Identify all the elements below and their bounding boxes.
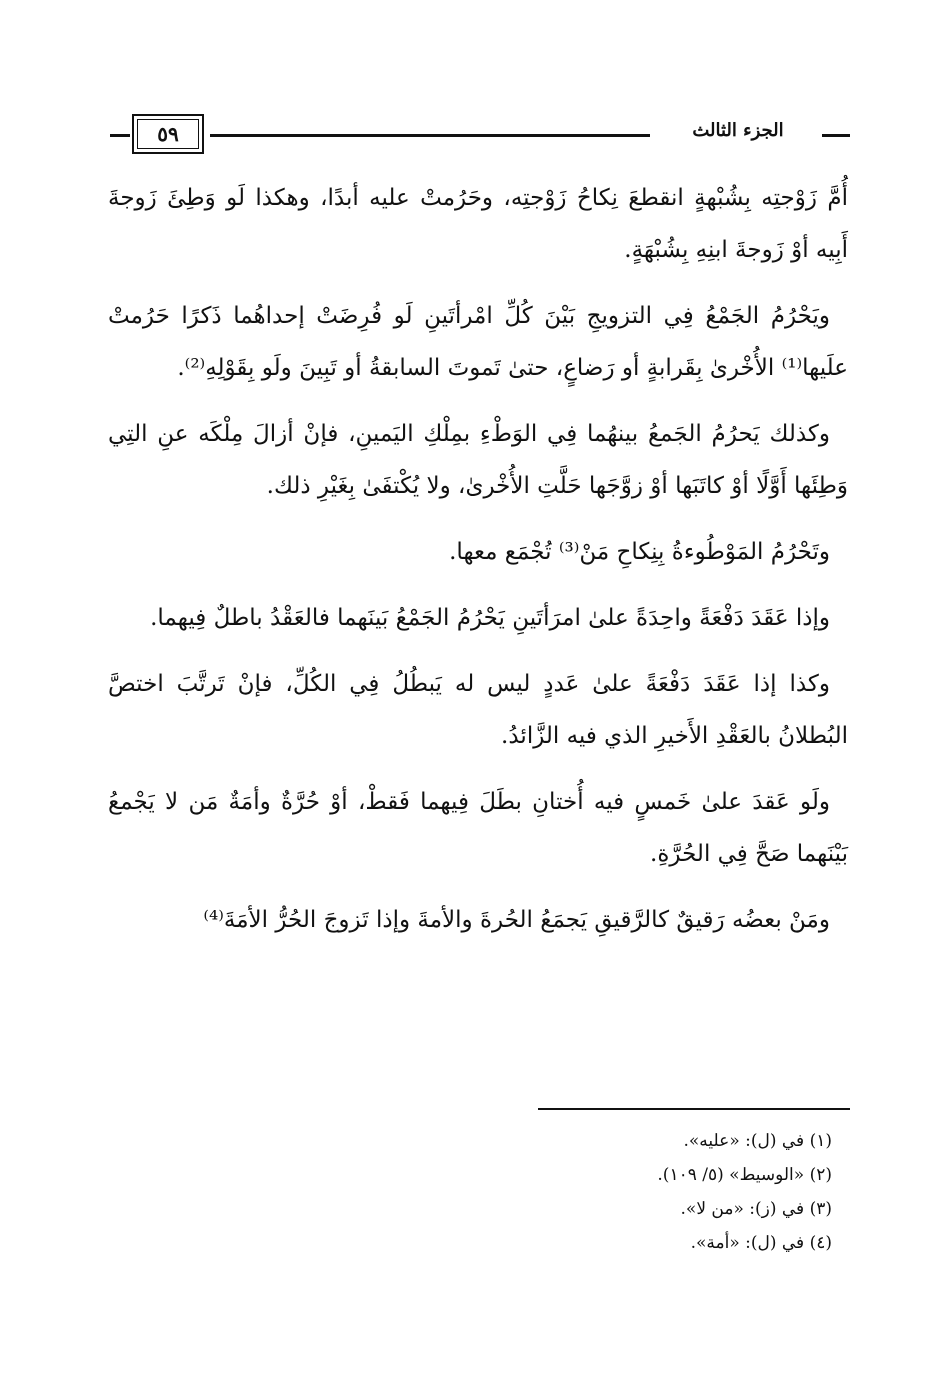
paragraph: وكذا إذا عَقَدَ دَفْعَةً علىٰ عَددٍ ليس له يَبطُلُ فِي الكُلِّ، فإنْ تَرتَّبَ اختصَّ البُطلانُ بالعَقْدِ الأَخيرِ الذي فيه الزَّائدُ. [108,671,848,749]
paragraph: ويَحْرُمُ الجَمْعُ فِي التزويجِ بَيْنَ كُلِّ امْرأتَينِ لَو فُرِضَتْ إحداهُما ذَكرًا حَرُمتْ علَيها⁽¹⁾ الأُخْرىٰ بِقَرابةٍ أو رَضاعٍ، حتىٰ تَموتَ السابقةُ أو تَبِينَ ولَو بِقَوْلِهِ⁽²⁾. [108,303,848,381]
page-number: ٥٩ [137,119,199,149]
paragraph: وكذلك يَحرُمُ الجَمعُ بينهُما فِي الوَطْءِ بمِلْكِ اليَمينِ، فإنْ أزالَ مِلْكَه عنِ التِي وَطِئَها أَوَّلًا أوْ كاتَبَها أوْ زوَّجَها حَلَّتِ الأُخْرىٰ، ولا يُكْتفَىٰ بِغَيْرِ ذلك. [108,421,848,499]
header-rule-right [822,134,850,137]
footnote-item: (٤) في (ل): «أمة». [690,1233,832,1253]
main-text [108,172,848,960]
paragraph: وتَحْرُمُ المَوْطُوءةُ بِنِكاحِ مَنْ⁽³⁾ تُجْمَع معها. [449,539,830,565]
header-rule-middle [210,134,650,137]
footnote-item: (٢) «الوسيط» (٥/ ١٠٩). [657,1165,832,1185]
footnote-separator [538,1108,850,1110]
header-rule-left [110,134,130,137]
footnotes [400,1124,832,1260]
footnote-item: (٣) في (ز): «من لا». [680,1199,832,1219]
paragraph: وإذا عَقَدَ دَفْعَةً واحِدَةً علىٰ امرَأتَينِ يَحْرُمُ الجَمْعُ بَينَهما فالعَقْدُ باطلٌ فِيهما. [150,605,830,631]
footnote-item: (١) في (ل): «عليه». [683,1131,832,1151]
page-header [110,112,850,162]
paragraph: ولَو عَقدَ علىٰ خَمسٍ فيه أُختانِ بطَلَ فِيهما فَقطْ، أوْ حُرَّةٌ وأمَةٌ مَن لا يَجْمعُ بَيْنَهما صَحَّ فِي الحُرَّةِ. [108,789,848,867]
running-title: الجزء الثالث [692,120,784,141]
paragraph: ومَنْ بعضُه رَقيقٌ كالرَّقيقِ يَجمَعُ الحُرةَ والأمةَ وإذا تَزوجَ الحُرُّ الأمَةَ⁽⁴⁾ [203,907,830,933]
paragraph: أُمَّ زَوْجتِه بِشُبْهةٍ انقطعَ نِكاحُ زَوْجتِه، وحَرُمتْ عليه أبدًا، وهكذا لَو وَطِئَ زَوجةَ أَبِيه أوْ زَوجةَ ابنِهِ بِشُبْهَةٍ. [108,185,848,263]
page-number-box [132,114,204,154]
